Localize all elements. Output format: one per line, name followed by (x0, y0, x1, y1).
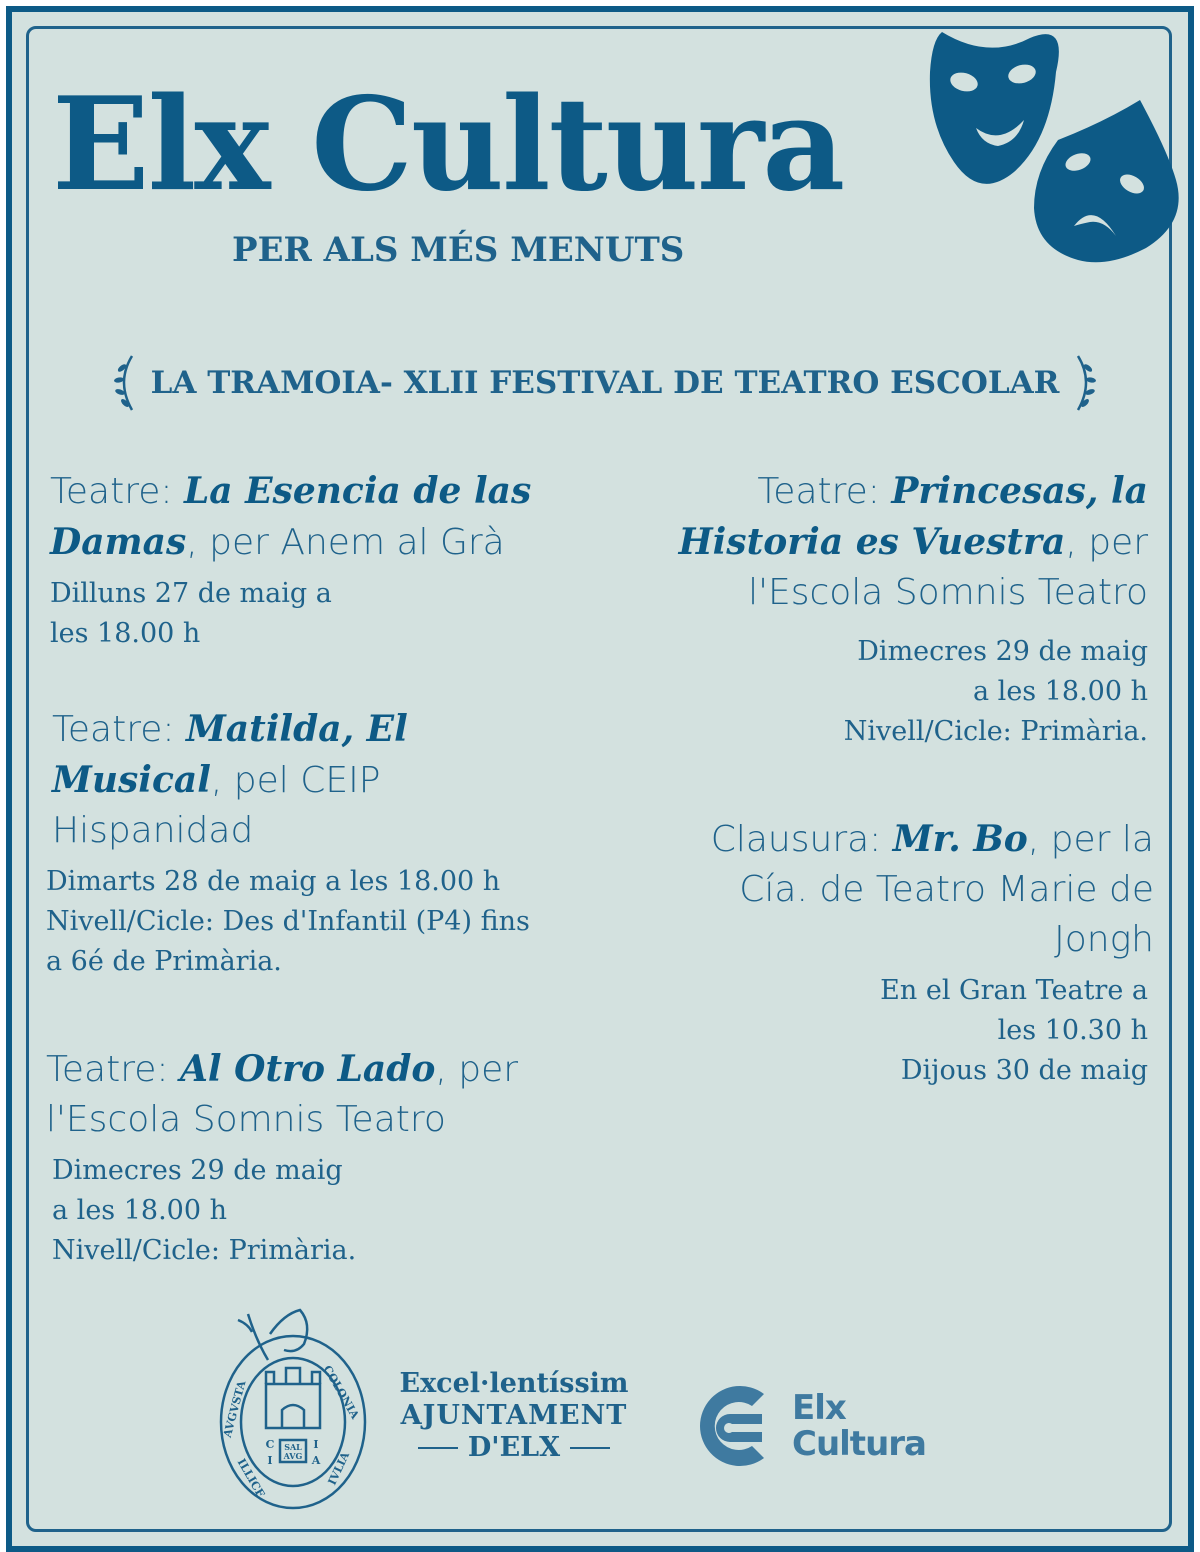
event-matilda (46, 704, 530, 982)
festival-banner (110, 352, 1100, 414)
seal-text: AVG (283, 1451, 303, 1461)
elx-cultura-logo-icon (684, 1376, 784, 1476)
seal-text: I (267, 1454, 273, 1467)
event-title: La Esencia de las Damas (50, 470, 532, 563)
event-details: Dilluns 27 de maig a les 18.00 h (50, 578, 332, 649)
seal-text: SAL (284, 1442, 302, 1452)
event-princesas (600, 466, 1148, 752)
laurel-left-icon (110, 352, 140, 414)
seal-text: I (313, 1438, 319, 1451)
laurel-right-icon (1070, 352, 1100, 414)
event-details: En el Gran Teatre a les 10.30 h Dijous 30 de maig (880, 975, 1148, 1086)
event-title: Matilda, El Musical (52, 708, 408, 801)
event-heading: Teatre: Al Otro Lado, per l'Escola Somnis Teatro (46, 1048, 519, 1140)
event-mr-bo (660, 814, 1154, 1091)
event-details: Dimarts 28 de maig a les 18.00 h Nivell/Cicle: Des d'Infantil (P4) fins a 6é de Primària. (46, 866, 530, 977)
event-title: Princesas, la Historia es Vuestra (678, 470, 1148, 563)
theatre-masks-icon (918, 12, 1188, 272)
event-heading: Clausura: Mr. Bo, per la Cía. de Teatro Marie de Jongh (710, 818, 1154, 960)
seal-text: ILLICE (234, 1456, 268, 1501)
event-heading: Teatre: Matilda, El Musical, pel CEIP Hispanidad (52, 708, 408, 851)
event-heading: Teatre: La Esencia de las Damas, per Anem al Grà (50, 470, 532, 563)
seal-text: IVLIA (325, 1449, 353, 1488)
event-esencia-damas (50, 466, 590, 654)
elx-cultura-logo-text: Elx Cultura (792, 1388, 926, 1464)
page-subtitle: PER ALS MÉS MENUTS (232, 230, 685, 270)
festival-name: LA TRAMOIA- XLII FESTIVAL DE TEATRO ESCOLAR (150, 365, 1060, 401)
event-details: Dimecres 29 de maig a les 18.00 h Nivell/Cicle: Primària. (843, 636, 1148, 747)
seal-text: COLONIA (320, 1363, 362, 1422)
seal-text: AVGVSTA (220, 1379, 249, 1439)
event-title: Al Otro Lado (179, 1048, 436, 1090)
seal-text: A (311, 1454, 321, 1467)
ajuntament-logo: Excel·lentíssim AJUNTAMENT D'ELX (399, 1368, 629, 1463)
event-title: Mr. Bo (892, 818, 1028, 860)
seal-text: C (265, 1438, 275, 1451)
page-title: Elx Cultura (52, 70, 844, 220)
event-al-otro-lado (46, 1044, 606, 1271)
elx-seal-icon (208, 1300, 378, 1515)
event-heading: Teatre: Princesas, la Historia es Vuestra, per l'Escola Somnis Teatro (678, 470, 1148, 613)
event-details: Dimecres 29 de maig a les 18.00 h Nivell/Cicle: Primària. (52, 1155, 357, 1266)
